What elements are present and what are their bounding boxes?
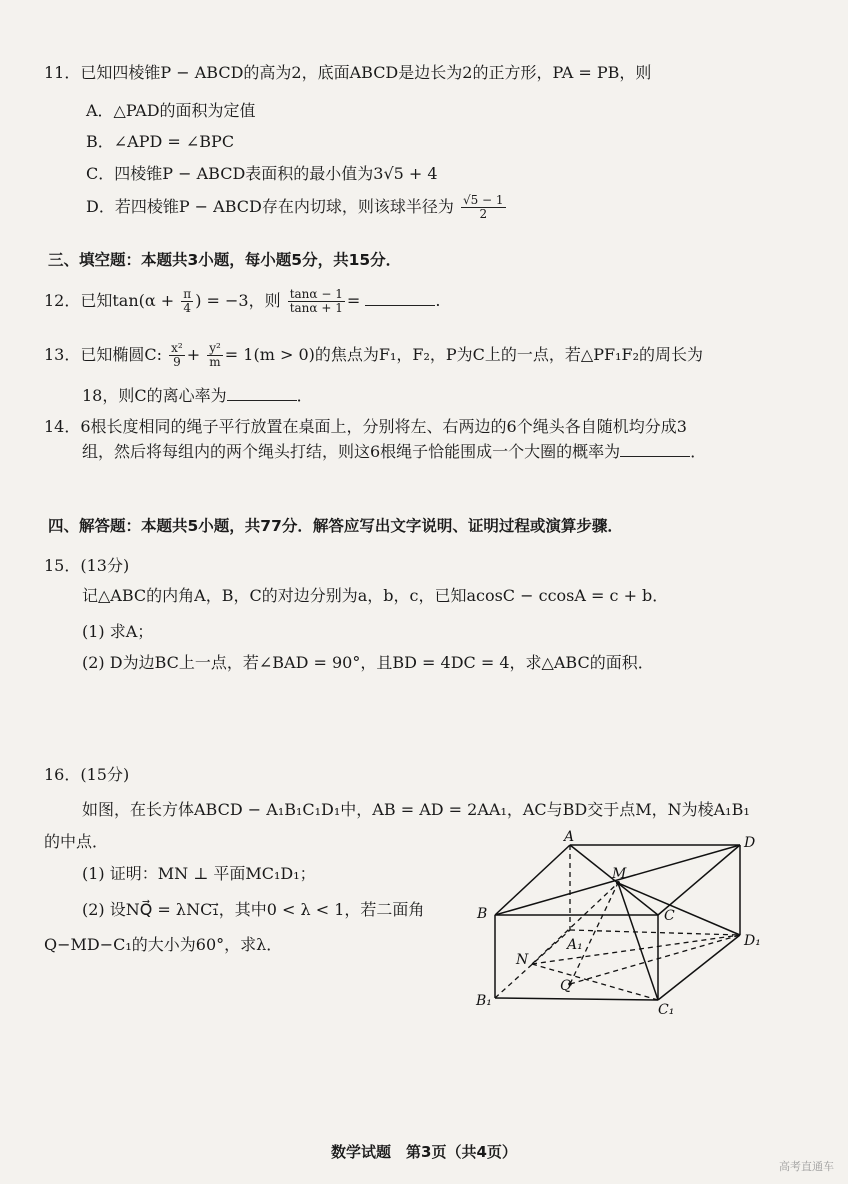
label-a1: A₁ <box>567 937 583 953</box>
tan-fraction: $\frac{\tan\alpha - 1}{\tan\alpha + 1}$ <box>289 287 343 315</box>
label-b: B <box>477 906 488 922</box>
page-footer: 数学试题 第3页（共4页） <box>331 1143 517 1161</box>
q14-line2: 组，然后将每组内的两个绳头打结，则这6根绳子恰能围成一个大圈的概率为 ． <box>82 442 707 461</box>
label-d: D <box>744 835 756 851</box>
answer-blank-12 <box>365 291 435 306</box>
watermark: 高考直通车 <box>779 1160 834 1173</box>
label-c: C <box>664 908 675 924</box>
q15-part1: (1) 求A； <box>82 622 154 641</box>
radius-fraction: $\frac{√5 - 1}{2}$ <box>462 193 504 221</box>
q16-part2: (2) 设NQ⃗ = λNC₁⃗，其中0 < λ < 1，若二面角 <box>82 900 425 919</box>
seg-mc1 <box>618 883 658 1000</box>
q13-line2: 18，则C的离心率为 ． <box>82 386 313 405</box>
edge-a1d1-hidden <box>570 930 740 935</box>
q11-option-b: B．∠APD = ∠BPC <box>86 132 235 151</box>
label-n: N <box>516 952 529 968</box>
q16-part1: (1) 证明：MN ⊥ 平面MC₁D₁； <box>82 864 316 883</box>
answer-blank-13 <box>227 386 297 401</box>
q12: 12．已知tan(α + $\frac{\pi}{4}$ ) = −3，则 $\frac{\tan\alpha - 1}{\tan\alpha + 1}$ = . <box>44 287 441 315</box>
x2-over-9: $\frac{\text{x²}}{9}$ <box>171 341 183 369</box>
label-d1: D₁ <box>744 933 761 949</box>
q13-line1: 13．已知椭圆C: $\frac{\text{x²}}{9}$ + $\frac{\text{y²}}{m}$ = 1(m > 0)的焦点为F₁，F₂，P为C上的一点，若△PF₁F₂的周长为 <box>44 341 704 369</box>
q16-part2-cont: Q−MD−C₁的大小为60°，求λ． <box>44 935 283 954</box>
pi-over-4: $\frac{\pi}{4}$ <box>183 287 192 315</box>
section-3-heading: 三、填空题：本题共3小题，每小题5分，共15分． <box>48 251 402 269</box>
answer-blank-14 <box>620 442 690 457</box>
q15-stem: 记△ABC的内角A，B，C的对边分别为a，b，c，已知acosC − ccosA = c + b． <box>82 586 669 605</box>
q14-line1: 14．6根长度相同的绳子平行放置在桌面上，分别将左、右两边的6个绳头各自随机均分成3 <box>44 417 687 436</box>
seg-nc1-hidden <box>532 964 658 1000</box>
label-m: M <box>612 866 627 882</box>
label-c1: C₁ <box>658 1002 675 1018</box>
q15-part2: (2) D为边BC上一点，若∠BAD = 90°，且BD = 4DC = 4，求△ABC的面积． <box>82 653 654 672</box>
label-a: A <box>564 830 575 845</box>
q15-head: 15．(13分) <box>44 556 130 575</box>
q16-stem-line2: 的中点． <box>44 832 109 851</box>
y2-over-m: $\frac{\text{y²}}{m}$ <box>209 341 221 369</box>
edge-b1c1 <box>495 998 658 1000</box>
q11-option-d: D．若四棱锥P − ABCD存在内切球，则该球半径为 $\frac{√5 - 1}{2}$ <box>86 193 504 221</box>
seg-mq-hidden <box>570 883 618 984</box>
q11-intro: 11．已知四棱锥P − ABCD的高为2，底面ABCD是边长为2的正方形，PA = PB，则 <box>44 63 652 82</box>
q16-stem-line1: 如图，在长方体ABCD − A₁B₁C₁D₁中，AB = AD = 2AA₁，AC与BD交于点M，N为棱A₁B₁ <box>82 800 750 819</box>
q11-option-c: C．四棱锥P − ABCD表面积的最小值为3√5 + 4 <box>86 164 438 183</box>
seg-md1 <box>618 883 740 935</box>
section-4-heading: 四、解答题：本题共5小题，共77分．解答应写出文字说明、证明过程或演算步骤． <box>48 517 623 535</box>
seg-qd1-hidden <box>570 935 740 984</box>
cuboid-figure <box>460 830 790 1020</box>
label-q: Q <box>560 978 572 994</box>
q16-head: 16．(15分) <box>44 765 130 784</box>
label-b1: B₁ <box>476 993 492 1009</box>
q11-option-a: A．△PAD的面积为定值 <box>86 101 256 120</box>
